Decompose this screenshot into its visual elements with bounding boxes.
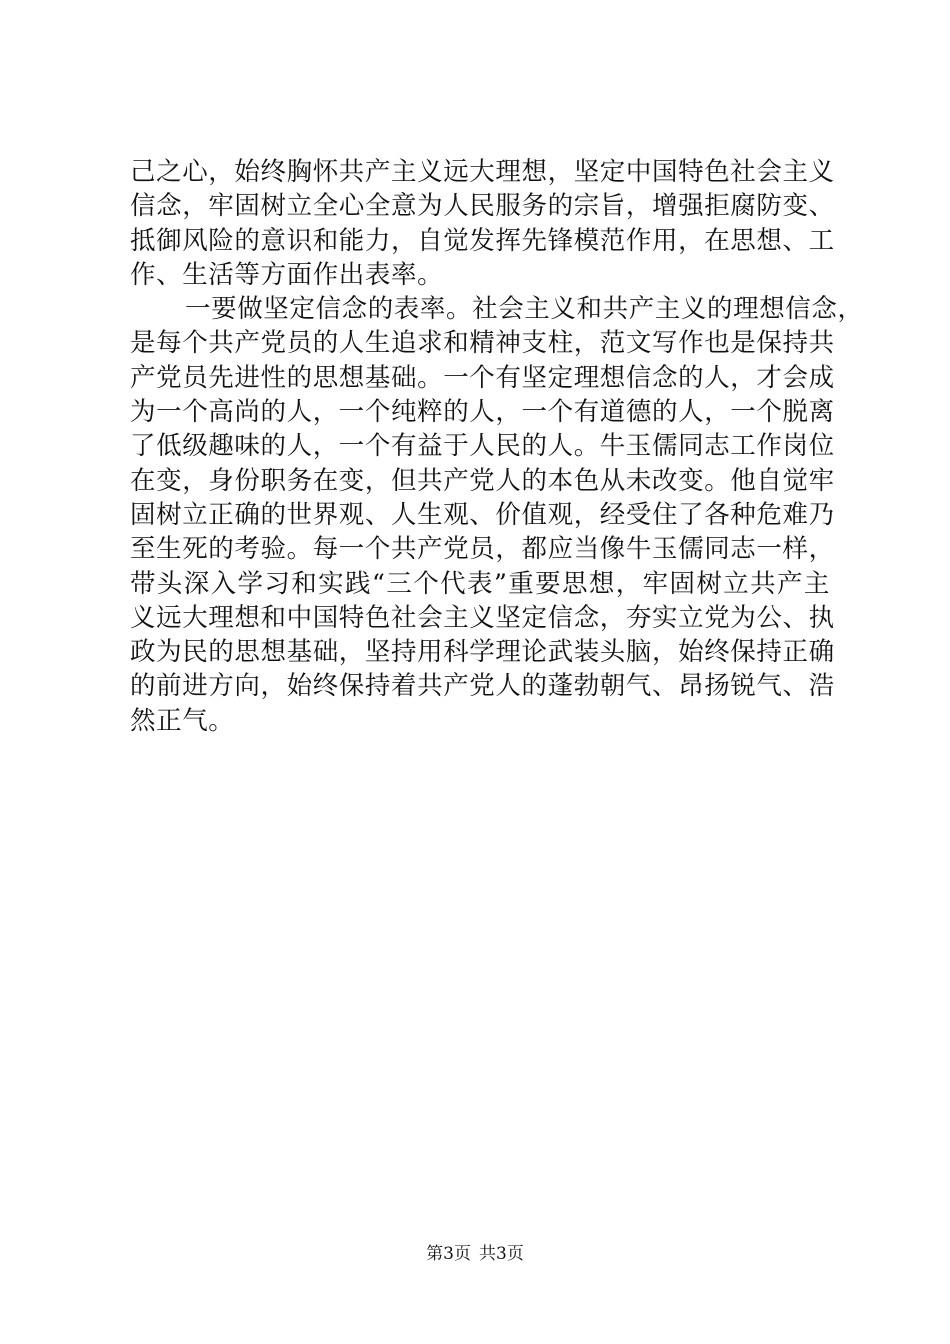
page-footer bbox=[0, 1243, 950, 1265]
text-line: 在变，身份职务在变，但共产党人的本色从未改变。他自觉牢 bbox=[130, 465, 835, 496]
text-line: 作、生活等方面作出表率。 bbox=[130, 259, 444, 290]
text-line: 带头深入学习和实践“三个代表”重要思想，牢固树立共产主 bbox=[130, 568, 830, 599]
text-line: 一要做坚定信念的表率。社会主义和共产主义的理想信念， bbox=[185, 294, 864, 325]
text-line: 为一个高尚的人，一个纯粹的人，一个有道德的人，一个脱离 bbox=[130, 397, 835, 428]
text-line: 己之心，始终胸怀共产主义远大理想，坚定中国特色社会主义 bbox=[130, 157, 835, 187]
text-line: 然正气。 bbox=[130, 705, 235, 736]
paragraph-2 bbox=[130, 292, 864, 738]
text-line: 政为民的思想基础，坚持用科学理论武装头脑，始终保持正确 bbox=[130, 637, 835, 668]
text-line: 产党员先进性的思想基础。一个有坚定理想信念的人，才会成 bbox=[130, 362, 835, 393]
text-line: 义远大理想和中国特色社会主义坚定信念，夯实立党为公、执 bbox=[130, 602, 835, 633]
body-text bbox=[130, 155, 864, 738]
paragraph-1 bbox=[130, 155, 835, 292]
text-line: 是每个共产党员的人生追求和精神支柱，范文写作也是保持共 bbox=[130, 328, 835, 359]
page-total: 共3页 bbox=[479, 1244, 524, 1264]
page-number: 第3页 bbox=[426, 1244, 471, 1264]
text-line: 固树立正确的世界观、人生观、价值观，经受住了各种危难乃 bbox=[130, 499, 835, 530]
text-line: 至生死的考验。每一个共产党员，都应当像牛玉儒同志一样， bbox=[130, 534, 835, 565]
text-line: 抵御风险的意识和能力，自觉发挥先锋模范作用，在思想、工 bbox=[130, 225, 835, 256]
text-line: 的前进方向，始终保持着共产党人的蓬勃朝气、昂扬锐气、浩 bbox=[130, 671, 835, 702]
text-line: 了低级趣味的人，一个有益于人民的人。牛玉儒同志工作岗位 bbox=[130, 431, 835, 462]
text-line: 信念，牢固树立全心全意为人民服务的宗旨，增强拒腐防变、 bbox=[130, 191, 835, 222]
